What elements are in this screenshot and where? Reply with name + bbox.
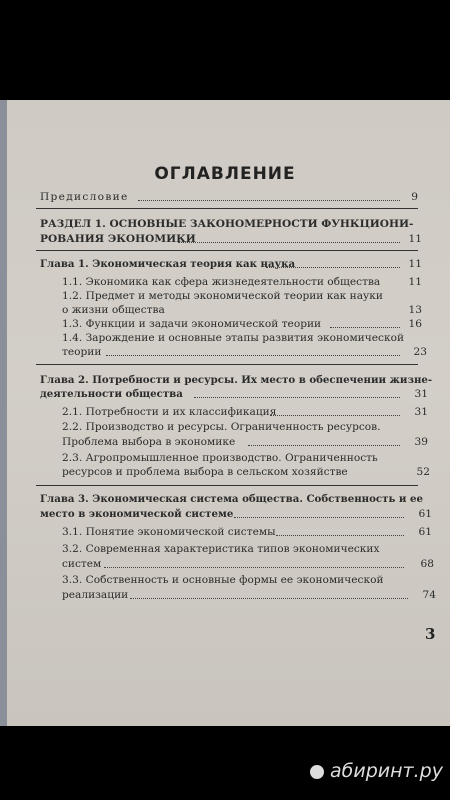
toc-item: 1.1. Экономика как сфера жизнедеятельности общества — [62, 276, 381, 288]
leader-dots — [330, 327, 400, 328]
toc-chapter-title-cont: деятельности общества — [40, 388, 183, 400]
toc-chapter-title: Глава 2. Потребности и ресурсы. Их место в обеспечении жизне- — [40, 374, 433, 386]
toc-item-cont: реализации — [62, 589, 129, 601]
toc-page-number: 11 — [408, 258, 422, 270]
leader-dots — [248, 445, 400, 446]
toc-section-title: РАЗДЕЛ 1. ОСНОВНЫЕ ЗАКОНОМЕРНОСТИ ФУНКЦИОНИ- — [40, 218, 414, 230]
toc-item-cont: Проблема выбора в экономике — [62, 436, 236, 448]
watermark — [310, 760, 443, 782]
toc-item-cont: о жизни общества — [62, 304, 165, 316]
toc-page-number: 13 — [408, 304, 422, 316]
toc-page-number: 31 — [414, 388, 428, 400]
toc-item: 3.2. Современная характеристика типов экономических — [62, 543, 380, 555]
toc-page-number: 11 — [408, 233, 422, 245]
page-title: ОГЛАВЛЕНИЕ — [154, 164, 296, 184]
toc-page-number: 9 — [411, 191, 418, 203]
toc-page-number: 61 — [418, 526, 432, 538]
leader-dots — [276, 535, 404, 536]
divider — [36, 485, 418, 486]
toc-page-number: 61 — [418, 508, 432, 520]
toc-page-number: 31 — [414, 406, 428, 418]
leader-dots — [138, 200, 400, 201]
toc-item-cont: ресурсов и проблема выбора в сельском хозяйстве — [62, 466, 348, 478]
toc-chapter-title: Глава 1. Экономическая теория как наука — [40, 258, 296, 270]
leader-dots — [178, 242, 400, 243]
leader-dots — [104, 567, 404, 568]
toc-page-number: 68 — [420, 558, 434, 570]
toc-item: 1.3. Функции и задачи экономической теории — [62, 318, 322, 330]
divider — [36, 364, 418, 365]
book-spine — [0, 100, 7, 726]
toc-page-number: 74 — [422, 589, 436, 601]
divider — [36, 250, 418, 251]
toc-item: 1.2. Предмет и методы экономической теории как науки — [62, 290, 383, 302]
leader-dots — [130, 598, 408, 599]
toc-page-number: 16 — [408, 318, 422, 330]
toc-section-title-cont: РОВАНИЯ ЭКОНОМИКИ — [40, 233, 196, 245]
labyrinth-logo-icon — [310, 765, 324, 779]
toc-item-cont: теории — [62, 346, 102, 358]
book-page — [0, 100, 450, 726]
toc-item: 3.1. Понятие экономической системы — [62, 526, 276, 538]
toc-page-number: 23 — [413, 346, 427, 358]
toc-item: 2.2. Производство и ресурсы. Ограниченность ресурсов. — [62, 421, 381, 433]
leader-dots — [270, 415, 400, 416]
leader-dots — [266, 267, 400, 268]
toc-chapter-title-cont: место в экономической системе — [40, 508, 234, 520]
toc-item: 1.4. Зарождение и основные этапы развития экономической — [62, 332, 405, 344]
toc-page-number: 11 — [408, 276, 422, 288]
toc-preface-label: Предисловие — [40, 191, 129, 203]
leader-dots — [234, 517, 404, 518]
toc-page-number: 39 — [414, 436, 428, 448]
toc-chapter-title: Глава 3. Экономическая система общества. Собственность и ее — [40, 493, 423, 505]
toc-page-number: 52 — [416, 466, 430, 478]
toc-item: 3.3. Собственность и основные формы ее экономической — [62, 574, 384, 586]
page-number: 3 — [425, 625, 436, 643]
toc-item: 2.3. Агропромышленное производство. Ограниченность — [62, 452, 378, 464]
divider — [36, 208, 418, 209]
leader-dots — [194, 397, 400, 398]
watermark-text: абиринт.ру — [330, 760, 443, 782]
toc-item: 2.1. Потребности и их классификация — [62, 406, 277, 418]
leader-dots — [106, 355, 400, 356]
toc-item-cont: систем — [62, 558, 102, 570]
